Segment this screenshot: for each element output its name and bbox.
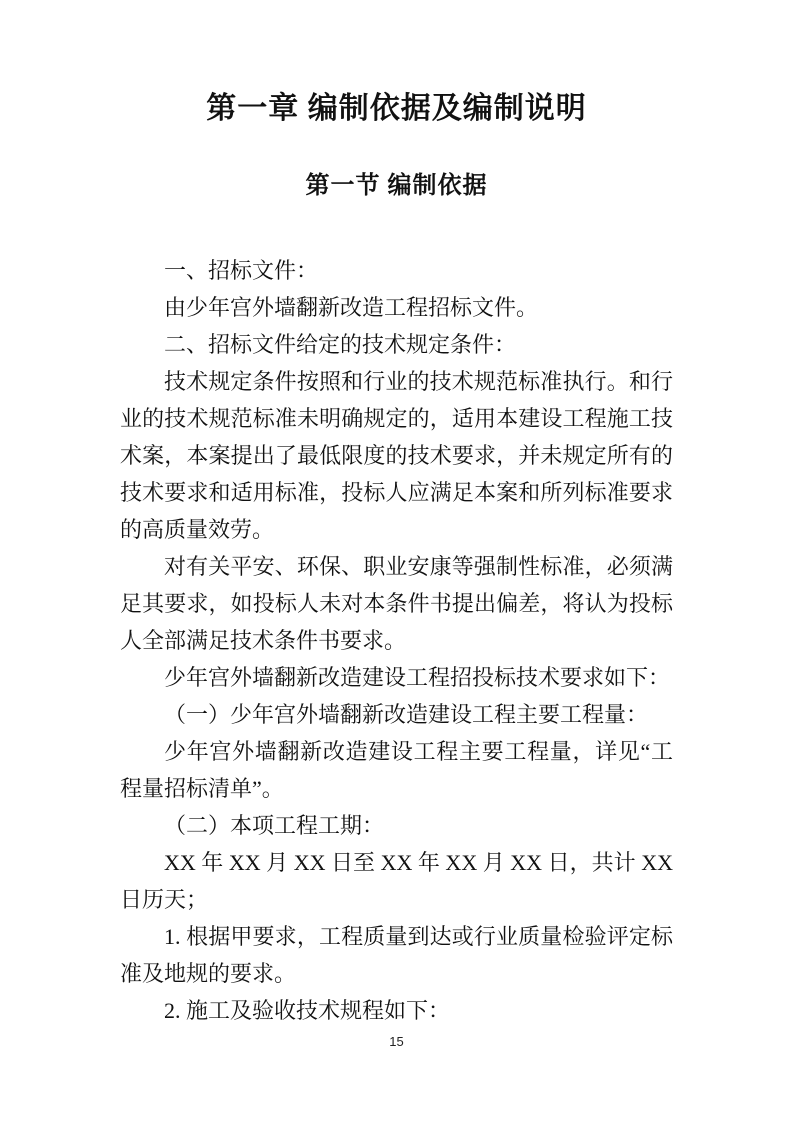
paragraph: XX 年 XX 月 XX 日至 XX 年 XX 月 XX 日，共计 XX 日历天； (120, 850, 673, 912)
paragraph: （一）少年宫外墙翻新改造建设工程主要工程量： (164, 702, 649, 727)
paragraph: 由少年宫外墙翻新改造工程招标文件。 (164, 295, 539, 320)
paragraph: 2. 施工及验收技术规程如下： (164, 998, 451, 1023)
paragraph: 技术规定条件按照和行业的技术规范标准执行。和行业的技术规范标准未明确规定的，适用本建设工程施工技术案，本案提出了最低限度的技术要求，并未规定所有的技术要求和适用标准，投标人应满足本案和所列标准要求的高质量效劳。 (120, 369, 673, 542)
paragraph: 二、招标文件给定的技术规定条件： (164, 332, 517, 357)
paragraph: 对有关平安、环保、职业安康等强制性标准，必须满足其要求，如投标人未对本条件书提出偏差，将认为投标人全部满足技术条件书要求。 (120, 554, 673, 653)
chapter-title: 第一章 编制依据及编制说明 (206, 92, 587, 125)
paragraph: 少年宫外墙翻新改造建设工程主要工程量，详见“工程量招标清单”。 (120, 739, 673, 801)
paragraph: （二）本项工程工期： (164, 813, 385, 838)
paragraph: 1. 根据甲要求，工程质量到达或行业质量检验评定标准及地规的要求。 (120, 924, 673, 986)
section-title: 第一节 编制依据 (305, 173, 488, 199)
document-body (120, 252, 673, 1029)
paragraph: 少年宫外墙翻新改造建设工程招投标技术要求如下： (164, 665, 671, 690)
paragraph: 一、招标文件： (164, 258, 319, 283)
page-number: 15 (389, 1034, 404, 1049)
